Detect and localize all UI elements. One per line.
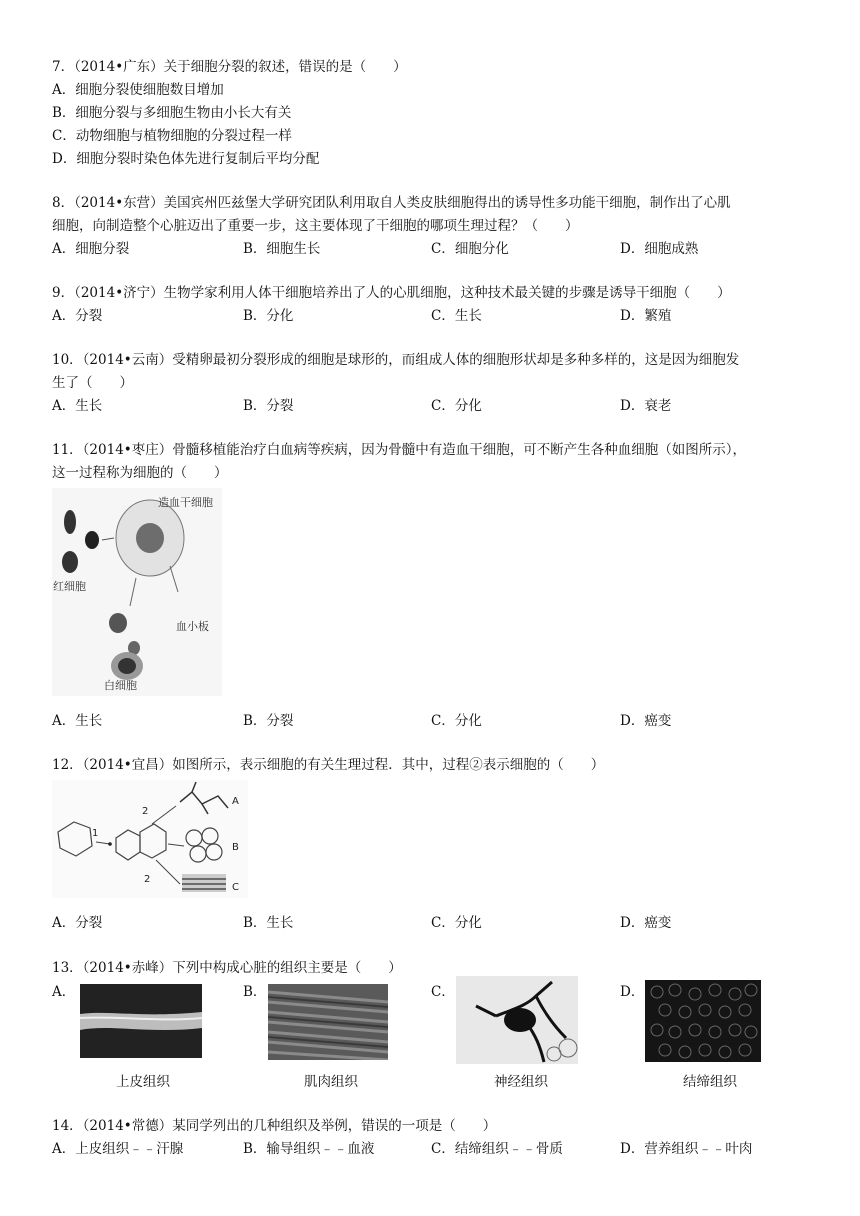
q9-option-b: B．分化 [243, 308, 294, 324]
nerve-tissue-svg [456, 976, 578, 1064]
initial-cell [58, 822, 92, 856]
q12-option-c: C．分化 [431, 915, 482, 931]
q13-option-a-letter: A． [52, 984, 76, 1000]
muscle-tissue-image [268, 984, 388, 1060]
cell-group-b-3 [190, 846, 206, 862]
caption-epithelial: 上皮组织 [116, 1074, 170, 1090]
arrow-2-a [152, 806, 176, 824]
q9-option-c: C．生长 [431, 308, 482, 324]
q14-option-d: D．营养组织﹣﹣叶肉 [620, 1141, 753, 1157]
arrow-line-red [102, 538, 114, 540]
cell-process-figure [52, 780, 248, 898]
q7-stem: 7．（2014•广东）关于细胞分裂的叙述，错误的是（ ） [52, 59, 407, 75]
muscle-tissue-svg [268, 984, 388, 1060]
q8-stem-line2: 细胞，向制造整个心脏迈出了重要一步，这主要体现了干细胞的哪项生理过程？（ ） [52, 218, 579, 234]
q13-option-b-letter: B． [243, 984, 267, 1000]
q8-stem-line1: 8．（2014•东营）美国宾州匹兹堡大学研究团队利用取自人类皮肤细胞得出的诱导性多功能干细胞，制作出了心肌 [52, 195, 731, 211]
q11-option-a: A．生长 [52, 713, 103, 729]
label-platelet: 血小板 [176, 620, 209, 633]
arrow-1-head [108, 842, 112, 846]
q14-option-b: B．输导组织﹣﹣血液 [243, 1141, 375, 1157]
arrow-line-white [130, 578, 136, 606]
label-a: A [232, 796, 239, 807]
blood-cell-differentiation-figure [52, 488, 222, 696]
connective-tissue-svg [645, 980, 761, 1062]
q12-option-d: D．癌变 [620, 915, 672, 931]
red-cell-2 [85, 531, 99, 549]
cell-group-b-2 [202, 828, 218, 844]
arrow-1 [96, 842, 110, 844]
q7-option-c: C．动物细胞与植物细胞的分裂过程一样 [52, 128, 292, 144]
cell-group-b-1 [186, 830, 202, 846]
q12-option-a: A．分裂 [52, 915, 103, 931]
process-2-label-top: 2 [142, 806, 149, 817]
q11-option-d: D．癌变 [620, 713, 672, 729]
q13-stem: 13．（2014•赤峰）下列中构成心脏的组织主要是（ ） [52, 960, 402, 976]
q8-option-c: C．细胞分化 [431, 241, 509, 257]
process-1-label: 1 [92, 828, 99, 839]
q8-option-a: A．细胞分裂 [52, 241, 130, 257]
q10-option-b: B．分裂 [243, 398, 294, 414]
q10-option-d: D．衰老 [620, 398, 672, 414]
caption-muscle: 肌肉组织 [304, 1074, 358, 1090]
q14-option-c: C．结缔组织﹣﹣骨质 [431, 1141, 563, 1157]
connective-tissue-image [645, 980, 761, 1062]
q9-stem: 9．（2014•济宁）生物学家利用人体干细胞培养出了人的心肌细胞，这种技术最关键的步骤是诱导干细胞（ ） [52, 285, 731, 301]
arrow-line-platelet [170, 566, 178, 592]
q9-option-a: A．分裂 [52, 308, 103, 324]
process-2-label-bottom: 2 [144, 874, 151, 885]
label-b: B [232, 842, 239, 853]
q11-stem-line2: 这一过程称为细胞的（ ） [52, 465, 228, 481]
red-cell-1 [64, 510, 76, 534]
cell-group-b-4 [206, 844, 222, 860]
white-cell-1 [109, 613, 127, 633]
label-stem-cell: 造血干细胞 [158, 496, 213, 509]
q10-option-a: A．生长 [52, 398, 103, 414]
arrow-2-b [168, 844, 184, 846]
q10-stem-line2: 生了（ ） [52, 375, 133, 391]
q11-option-b: B．分裂 [243, 713, 294, 729]
q8-option-b: B．细胞生长 [243, 241, 321, 257]
stem-cell-nucleus [136, 523, 164, 553]
q10-stem-line1: 10．（2014•云南）受精卵最初分裂形成的细胞是球形的，而组成人体的细胞形状却是多种多样的，这是因为细胞发 [52, 352, 740, 368]
blood-cell-diagram [52, 488, 222, 696]
epithelial-tissue-svg [80, 984, 202, 1058]
q7-option-d: D．细胞分裂时染色体先进行复制后平均分配 [52, 151, 320, 167]
q11-option-c: C．分化 [431, 713, 482, 729]
cell-group-a [180, 782, 228, 814]
q7-option-b: B．细胞分裂与多细胞生物由小长大有关 [52, 105, 292, 121]
red-cell-3 [62, 551, 78, 573]
cell-process-diagram [52, 780, 248, 898]
q12-stem: 12．（2014•宜昌）如图所示，表示细胞的有关生理过程．其中，过程②表示细胞的（ ） [52, 757, 605, 773]
q13-option-c-letter: C． [431, 984, 455, 1000]
q13-option-d-letter: D． [620, 984, 645, 1000]
q7-option-a: A．细胞分裂使细胞数目增加 [52, 82, 224, 98]
label-white-cell: 白细胞 [104, 679, 137, 692]
arrow-2-c [156, 860, 180, 884]
q10-option-c: C．分化 [431, 398, 482, 414]
q8-option-d: D．细胞成熟 [620, 241, 699, 257]
divided-cell-2 [140, 824, 166, 858]
q11-stem-line1: 11．（2014•枣庄）骨髓移植能治疗白血病等疾病，因为骨髓中有造血干细胞，可不断产生各种血细胞（如图所示）， [52, 442, 746, 458]
label-red-cell: 红细胞 [53, 580, 86, 593]
q12-option-b: B．生长 [243, 915, 294, 931]
white-cell-3-nucleus [118, 658, 136, 674]
nerve-tissue-image [456, 976, 578, 1064]
caption-nerve: 神经组织 [494, 1074, 548, 1090]
epithelial-tissue-image [80, 984, 202, 1058]
q14-stem: 14．（2014•常德）某同学列出的几种组织及举例，错误的一项是（ ） [52, 1118, 497, 1134]
label-c: C [232, 882, 239, 893]
q14-option-a: A．上皮组织﹣﹣汗腺 [52, 1141, 184, 1157]
divided-cell-1 [116, 830, 140, 860]
q9-option-d: D．繁殖 [620, 308, 672, 324]
caption-connective: 结缔组织 [683, 1074, 737, 1090]
